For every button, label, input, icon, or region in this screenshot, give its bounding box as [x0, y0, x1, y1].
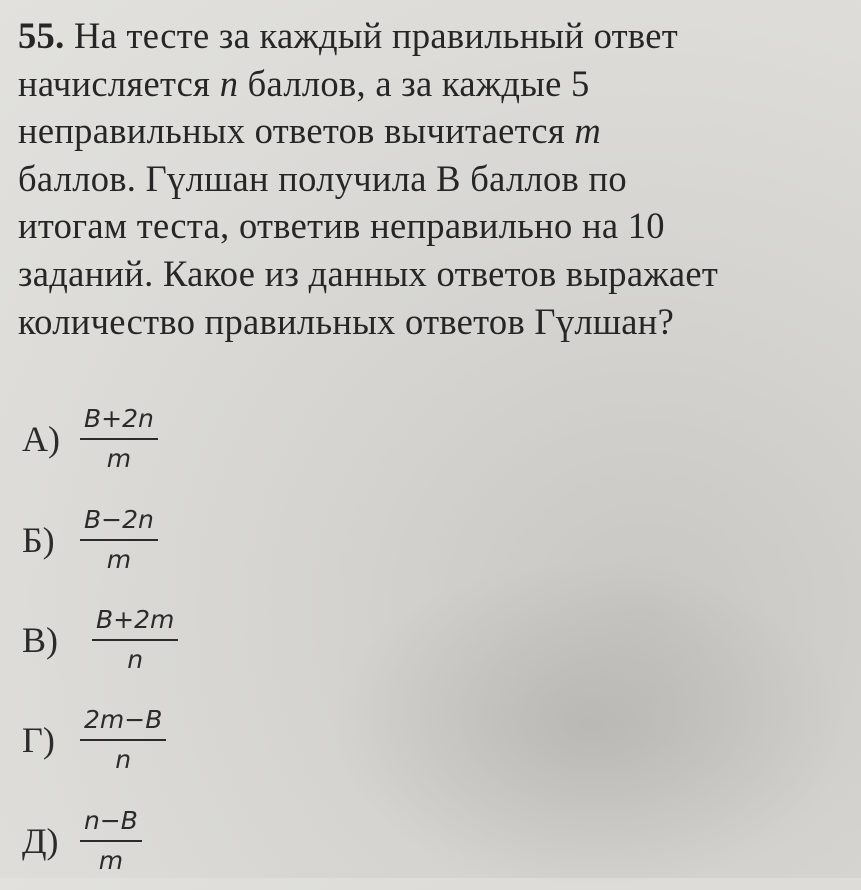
question-text	[18, 12, 838, 345]
question-line-6: заданий. Какое из данных ответов выражает	[18, 252, 719, 294]
variable-n: n	[219, 62, 239, 104]
fraction-denominator: m	[98, 846, 124, 875]
answer-option-b[interactable]	[22, 505, 158, 575]
option-fraction	[80, 805, 142, 877]
fraction-numerator: n−B	[84, 806, 138, 835]
question-line-2: начисляется n баллов, а за каждые 5	[18, 62, 590, 104]
option-label: Б)	[22, 520, 55, 560]
fraction-bar	[80, 438, 158, 440]
option-fraction	[80, 403, 158, 475]
option-fraction	[80, 504, 158, 576]
fraction-numerator: B−2n	[84, 505, 154, 534]
question-line-4: баллов. Гүлшан получила B баллов по	[18, 157, 627, 199]
answer-option-g[interactable]	[22, 705, 166, 775]
answer-option-v[interactable]	[22, 605, 178, 675]
fraction-denominator: m	[106, 444, 132, 473]
question-line-5: итогам теста, ответив неправильно на 10	[18, 205, 665, 247]
answer-option-d[interactable]	[22, 806, 142, 876]
answer-option-a[interactable]	[22, 404, 158, 474]
fraction-bar	[80, 840, 142, 842]
option-label: А)	[22, 419, 60, 459]
option-label: Г)	[22, 720, 55, 760]
fraction-bar	[80, 539, 158, 541]
fraction-denominator: m	[106, 545, 132, 574]
option-label: Д)	[22, 821, 59, 861]
fraction-bar	[80, 739, 166, 741]
option-label: В)	[22, 620, 58, 660]
option-fraction	[80, 704, 166, 776]
fraction-numerator: 2m−B	[84, 705, 163, 734]
fraction-bar	[92, 639, 178, 641]
question-line-7: количество правильных ответов Гүлшан?	[18, 300, 675, 342]
fraction-denominator: n	[127, 645, 144, 674]
fraction-numerator: B+2m	[96, 605, 175, 634]
shadow-area	[330, 560, 850, 890]
question-line-1: 55. На тесте за каждый правильный ответ	[18, 15, 679, 56]
option-fraction	[92, 604, 178, 676]
question-line-3: неправильных ответов вычитается m	[18, 110, 602, 152]
fraction-numerator: B+2n	[84, 404, 154, 433]
fraction-denominator: n	[115, 745, 132, 774]
variable-m: m	[574, 110, 602, 152]
question-number: 55.	[18, 15, 65, 56]
